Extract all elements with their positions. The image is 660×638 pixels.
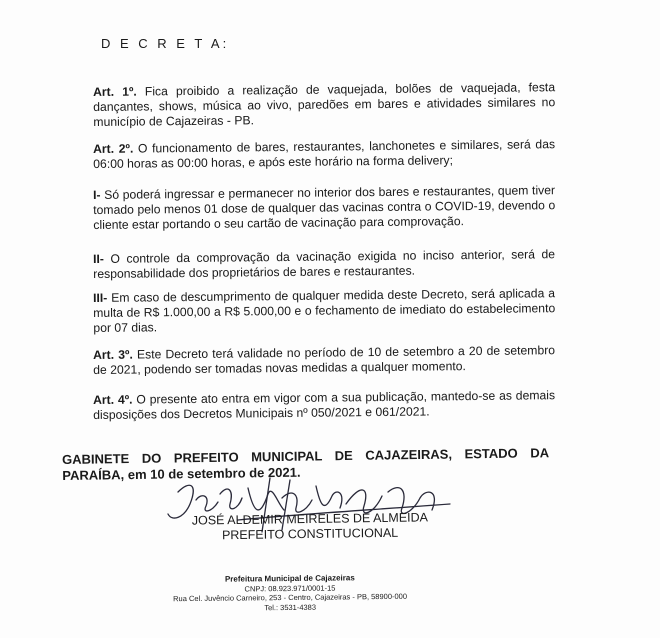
article-label: Art. 3º. xyxy=(93,347,133,362)
inciso-text: O controle da comprovação da vacinação exigida no inciso anterior, será de responsabilidade dos proprietários de bares e restaurantes. xyxy=(93,247,556,281)
inciso-2 xyxy=(93,247,555,282)
article-4 xyxy=(93,388,555,423)
signer-title: PREFEITO CONSTITUCIONAL xyxy=(221,525,399,543)
inciso-label: I- xyxy=(93,187,101,202)
letterhead-footer xyxy=(150,573,430,614)
article-text: O funcionamento de bares, restaurantes, lanchonetes e similares, será das 06:00 horas as 00:00 horas, e após este horário na forma delivery; xyxy=(93,137,556,171)
footer-phone: Tel.: 3531-4383 xyxy=(264,602,317,612)
inciso-text: Em caso de descumprimento de qualquer medida deste Decreto, será aplicada a multa de R$ 1.000,00 a R$ 5.000,00 e o fechamento de imediato do estabelecimento por 07 dias. xyxy=(93,286,556,335)
article-text: Este Decreto terá validade no período de 10 de setembro a 20 de setembro de 2021, podendo ser tomadas novas medidas a qualquer momento. xyxy=(93,343,556,377)
footer-address: Rua Cel. Juvêncio Carneiro, 253 - Centro, Cajazeiras - PB, 58900-000 xyxy=(173,591,408,604)
footer-org: Prefeitura Municipal de Cajazeiras xyxy=(224,573,355,584)
article-1 xyxy=(93,80,555,130)
inciso-1 xyxy=(93,183,555,233)
signer-name: JOSÉ ALDEMIR MEIRELES DE ALMEIDA xyxy=(191,510,429,528)
article-2 xyxy=(93,137,555,172)
article-label: Art. 2º. xyxy=(93,141,134,156)
article-3 xyxy=(93,343,555,378)
footer-cnpj: CNPJ: 08.923.971/0001-15 xyxy=(244,583,336,593)
decreta-heading: D E C R E T A: xyxy=(101,36,230,51)
inciso-label: III- xyxy=(93,290,108,305)
article-text: Fica proibido a realização de vaquejada, bolões de vaquejada, festa dançantes, shows, música ao vivo, paredões em bares e atividades similares no município de Cajazeiras - PB. xyxy=(93,80,556,129)
inciso-3 xyxy=(93,286,555,336)
inciso-text: Só poderá ingressar e permanecer no interior dos bares e restaurantes, quem tiver tomado pelo menos 01 dose de qualquer das vacinas contra o COVID-19, devendo o cliente estar portando o seu cartão de vacinação para comprovação. xyxy=(93,183,556,232)
article-label: Art. 1º. xyxy=(93,84,137,99)
inciso-label: II- xyxy=(93,251,104,266)
gabinete-statement: GABINETE DO PREFEITO MUNICIPAL DE CAJAZEIRAS, ESTADO DA PARAÍBA, em 10 de setembro de 2021. xyxy=(62,445,550,483)
article-text: O presente ato entra em vigor com a sua publicação, mantedo-se as demais disposições dos Decretos Municipais nº 050/2021 e 061/2021. xyxy=(93,388,556,422)
article-label: Art. 4º. xyxy=(93,392,133,407)
signer-block xyxy=(180,510,440,544)
